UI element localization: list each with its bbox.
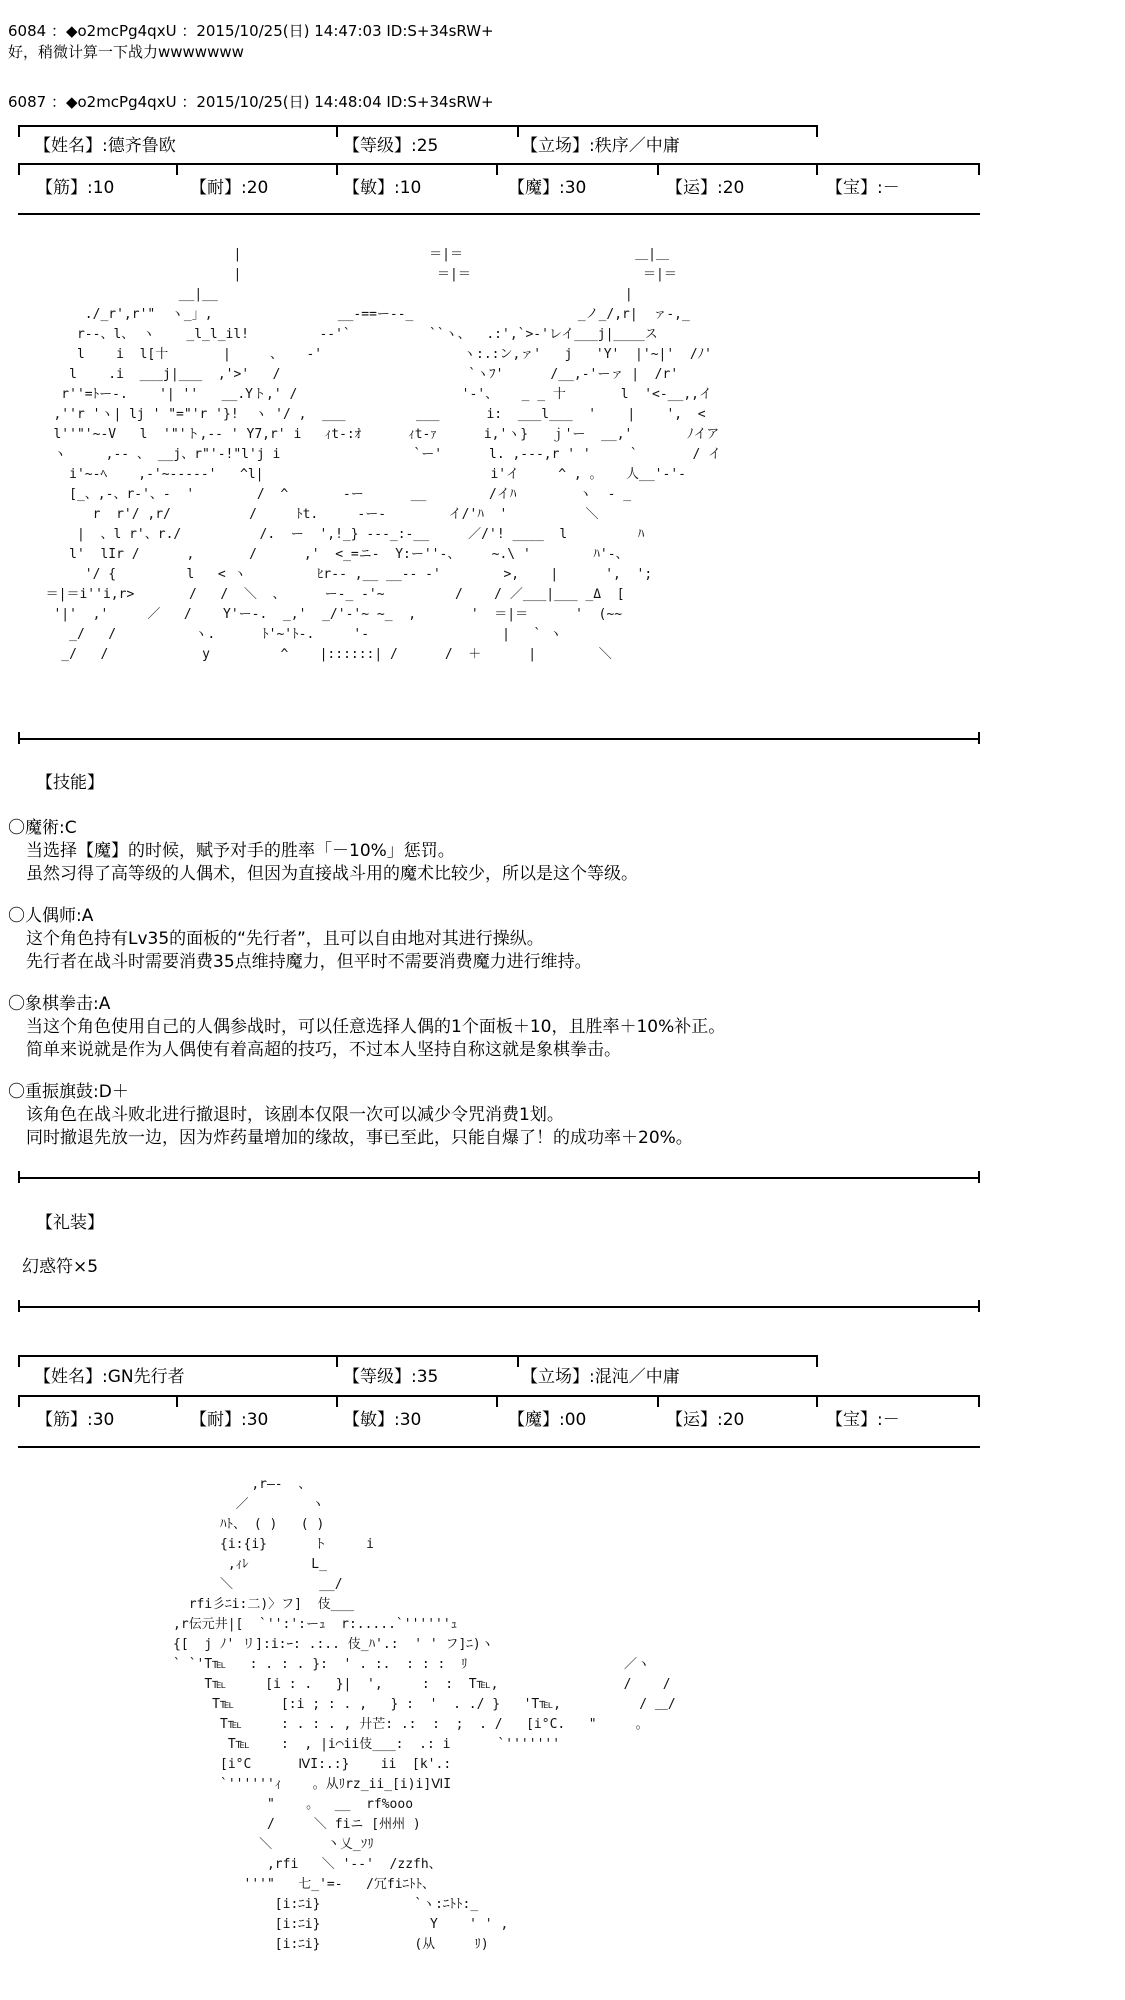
ascii-art-line: `''''''ｨ 。从ﾘrz_ii_[i)i]ⅥI <box>40 1777 452 1792</box>
ascii-art-line: [i:ﾆi} (从 ﾘ) <box>40 1937 489 1952</box>
ascii-art-line: '/ { l < ヽ ﾋr-- ,__ __-- -' >, | ', '; <box>30 567 653 582</box>
skills-title: 【技能】 <box>36 773 104 793</box>
ascii-art-line: l' lIr / , / ,' <_=ニ- Y:ー''-、 ~.\ ' ﾊ'-、 <box>30 547 629 562</box>
ascii-art-line: ﾊﾄ、 ( ) ( ) <box>40 1517 325 1532</box>
ascii-art-line: ＼ 丶乂_ｿﾘ <box>40 1837 374 1852</box>
ascii-art-line: | ＝|＝ ＝|＝ <box>30 267 677 282</box>
char1-stat-luck: 【运】:20 <box>666 178 745 198</box>
post-header-6087: 6087 ：◆o2mcPg4qxU ：2015/10/25(日) 14:48:04 ID:S+34sRW+ <box>8 93 494 111</box>
ascii-art-line: '|' ,' ／ / Y'ー-. _,' _/'‐'~ ~_ , ' ＝|＝ ' (~~ <box>30 607 623 622</box>
ascii-art-line: T℡ : , |i⌒ii伎___: .: i `''''''' <box>40 1737 561 1752</box>
char1-level: 【等级】:25 <box>343 136 439 156</box>
char2-stat-mag: 【魔】:00 <box>508 1410 587 1430</box>
ascii-art-line: r r'/ ,r/ / ﾄt. -ー- イ/'ﾊ ' ＼ <box>30 507 599 522</box>
ascii-art-line: __|__ | <box>30 287 633 302</box>
ascii-art-line: _/ / y ^ |::::::| / / ＋ | ＼ <box>30 647 612 662</box>
ascii-art-line: ,ｨﾚ L_ <box>40 1557 327 1572</box>
ascii-art-line: [_、,-、r-'、- ' / ^ -ー __ /イﾊ ヽ ‐ _ <box>30 487 632 502</box>
ascii-art-line: ,r伝元井|[ `'':':ーｭ r:.....`''''''ｭ <box>40 1617 458 1632</box>
char1-stat-agi: 【敏】:10 <box>343 178 422 198</box>
post-text-6084: 好，稍微计算一下战力wwwwwww <box>8 43 244 61</box>
equipment-item: 幻惑符×5 <box>22 1257 99 1277</box>
char2-stat-agi: 【敏】:30 <box>343 1410 422 1430</box>
skill-puppeteer-name: 〇人偶师:A <box>8 906 94 926</box>
ascii-art-line: ／ ヽ <box>40 1497 325 1512</box>
skill-rally-line: 该角色在战斗败北进行撤退时，该剧本仅限一次可以减少令咒消费1划。 <box>26 1105 564 1125</box>
ascii-art-line: _/ / ヽ. ﾄ'~'ﾄ-. '- | ` ヽ <box>30 627 563 642</box>
ascii-art-line: | 、l r'、r./ /. ー ',!_} ---_:-__ ／/'! ____ l ﾊ <box>30 527 645 542</box>
ascii-art-line: | ＝|＝ ＿|＿ <box>30 247 669 262</box>
ascii-art-line: ./_r',r'" ヽ_」, __-==ー--_ _ノ_/,r| ァ-,_ <box>30 307 690 322</box>
ascii-art-line: T℡ : . : . , 廾芒: .: : ; . / [i°C. " 。 <box>40 1717 649 1732</box>
ascii-art-line: / ＼ fiニ [州州 ) <box>40 1817 421 1832</box>
char1-ascii-art <box>30 245 950 715</box>
char1-stat-np: 【宝】:－ <box>826 178 900 198</box>
ascii-art-line: ＝|＝i''i,r> / / ＼ 、 ー-_ -'~ / / ／___|___ _Δ [ <box>30 587 625 602</box>
skill-chessboxing-line: 当这个角色使用自己的人偶参战时，可以任意选择人偶的1个面板＋10，且胜率＋10%补正。 <box>26 1017 726 1037</box>
skill-puppeteer-line: 这个角色持有Lv35的面板的“先行者”，且可以自由地对其进行操纵。 <box>26 929 544 949</box>
ascii-art-line: ヽ ,-- 、 __j、r"'-!"l'j i `ー' l. ,---,r ' ' ` / イ <box>30 447 722 462</box>
char2-stance: 【立场】:混沌／中庸 <box>521 1367 680 1387</box>
equipment-title: 【礼装】 <box>36 1213 104 1233</box>
post-header-6084: 6084 ：◆o2mcPg4qxU ：2015/10/25(日) 14:47:03 ID:S+34sRW+ <box>8 22 494 40</box>
ascii-art-line: {[ j ﾉ' リ]:i:ｰ: .:.. 伎_ﾊ'.: ' ' フ]ﾆ)ヽ <box>40 1637 494 1652</box>
skill-chessboxing-line: 简单来说就是作为人偶使有着高超的技巧，不过本人坚持自称这就是象棋拳击。 <box>26 1040 621 1060</box>
ascii-art-line: ,r―- 、 <box>40 1477 312 1492</box>
skill-magecraft-name: 〇魔術:C <box>8 818 77 838</box>
ascii-art-line: [i:ﾆi} `ヽ:ﾆﾄﾄ:_ <box>40 1897 479 1912</box>
char1-stance: 【立场】:秩序／中庸 <box>521 136 680 156</box>
char1-stat-str: 【筋】:10 <box>36 178 115 198</box>
char1-stat-mag: 【魔】:30 <box>508 178 587 198</box>
ascii-art-line: ,rfi ＼ '--' /zzfh、 <box>40 1857 442 1872</box>
ascii-art-line: l .i ___j|___ ,'>' / `ヽﾌ' /__,-'ーァ | /r' <box>30 367 679 382</box>
ascii-art-line: T℡ [i : . }| ', : : T℡, / / <box>40 1677 671 1692</box>
char2-stat-luck: 【运】:20 <box>666 1410 745 1430</box>
char2-ascii-art <box>40 1475 940 1995</box>
ascii-art-line: i'~-ﾍ ,-'~-----' ^l| i'イ ^ , 。 人__'-'‐ <box>30 467 686 482</box>
ascii-art-line: {i:{i} ト i <box>40 1537 374 1552</box>
ascii-art-line: '''" 七_'=- /冗fiﾆﾄﾄ、 <box>40 1877 436 1892</box>
char2-name: 【姓名】:GN先行者 <box>34 1367 185 1387</box>
char1-stat-end: 【耐】:20 <box>190 178 269 198</box>
skill-magecraft-line: 虽然习得了高等级的人偶术，但因为直接战斗用的魔术比较少，所以是这个等级。 <box>26 864 638 884</box>
ascii-art-line: r--、l、 ヽ _l_l_il! --'` ``ヽ、 .:',`>-'レイ___j|____ス <box>30 327 658 342</box>
ascii-art-line: l''"'~-V l '"'ト,-- ' Y7,r' i ｨt-:ｵ ｨt-ｧ i,'ヽ} ｊ'ー __,' ﾉイア <box>30 427 720 442</box>
char2-level: 【等级】:35 <box>343 1367 439 1387</box>
ascii-art-line: " 。 __ rf%ooo <box>40 1797 414 1812</box>
ascii-art-line: ＼ __/ <box>40 1577 343 1592</box>
char2-stat-np: 【宝】:－ <box>826 1410 900 1430</box>
skill-rally-line: 同时撤退先放一边，因为炸药量增加的缘故，事已至此，只能自爆了！的成功率＋20%。 <box>26 1128 693 1148</box>
char2-stat-end: 【耐】:30 <box>190 1410 269 1430</box>
char2-stat-str: 【筋】:30 <box>36 1410 115 1430</box>
ascii-art-line: ,''r 'ヽ| lj ' "="'r '}! ヽ '/ , ___ ___ i: ___l___ ' | ', < <box>30 407 706 422</box>
skill-chessboxing-name: 〇象棋拳击:A <box>8 994 111 1014</box>
ascii-art-line: l i l[十 | 、 -' ヽ:.:ン,ァ' j 'Y' |'~|' /ﾉ' <box>30 347 712 362</box>
skill-puppeteer-line: 先行者在战斗时需要消费35点维持魔力，但平时不需要消费魔力进行维持。 <box>26 952 592 972</box>
char1-name: 【姓名】:德齐鲁欧 <box>34 136 176 156</box>
ascii-art-line: ` `'T℡ : . : . }: ' . :. : : : ﾘ ／ヽ <box>40 1657 650 1672</box>
ascii-art-line: [i°C ⅣI:.:} ii [k'.: <box>40 1757 452 1772</box>
ascii-art-line: rfi彡ﾆi:二)〉フ] 伎___ <box>40 1597 355 1612</box>
skill-magecraft-line: 当选择【魔】的时候，赋予对手的胜率「－10%」惩罚。 <box>26 841 455 861</box>
ascii-art-line: [i:ﾆi} Y ' ' , <box>40 1917 509 1932</box>
skill-rally-name: 〇重振旗鼓:D＋ <box>8 1082 129 1102</box>
ascii-art-line: r''=ﾄー-. '| '' __.Yト,' / '-'、 _ _ 十 l '<-__,,イ <box>30 387 712 402</box>
ascii-art-line: T℡ [:i ; : . , } : ' . ./ } 'T℡, / ＿/ <box>40 1697 676 1712</box>
